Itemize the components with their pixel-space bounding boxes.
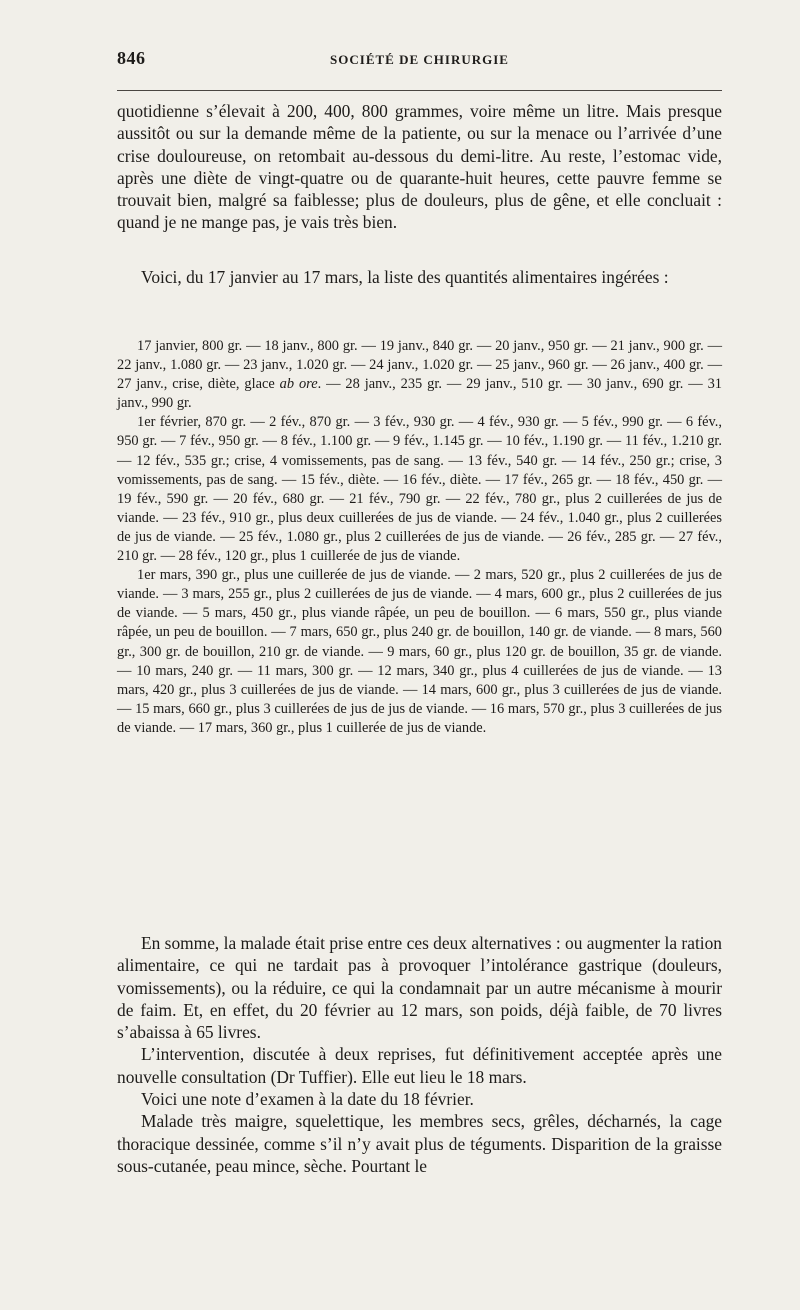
paragraph-exam-note: Voici une note d’examen à la date du 18 février. [141, 1089, 474, 1110]
food-quantity-list [117, 337, 722, 738]
paragraph-list-intro: Voici, du 17 janvier au 17 mars, la liste des quantités alimentaires ingérées : [141, 267, 669, 287]
list-january-italic: ab ore [279, 376, 318, 393]
running-title: SOCIÉTÉ DE CHIRURGIE [330, 52, 509, 67]
lower-text-block [117, 932, 722, 1177]
list-january-text-end: . — 28 janv., 235 gr. — 29 janv., 510 gr. — 30 janv., 690 gr. — 31 janv., 990 gr. [117, 376, 722, 412]
paragraph-intake-description: quotidienne s’élevait à 200, 400, 800 grammes, voire même un litre. Mais presque aussitôt ou sur la demande même de la patiente, ou sur la menace ou l’arrivée d’une crise douloureuse, on retombait au-dessous du demi-litre. Au reste, l’estomac vide, après une diète de vingt-quatre ou de quarante-huit heures, cette pauvre femme se trouvait bien, malgré sa faiblesse; plus de douleurs, plus de gêne, et elle concluait : quand je ne mange pas, je vais très bien. [117, 101, 722, 233]
list-january [117, 337, 722, 413]
list-march: 1er mars, 390 gr., plus une cuillerée de jus de viande. — 2 mars, 520 gr., plus 2 cuillerées de jus de viande. — 3 mars, 255 gr., plus 2 cuillerées de jus de viande. — 4 mars, 600 gr., plus 2 cuillerées de jus de viande. — 5 mars, 450 gr., plus viande râpée, un peu de bouillon. — 6 mars, 550 gr., plus viande râpée, un peu de bouillon. — 7 mars, 650 gr., plus 240 gr. de bouillon, 140 gr. de viande. — 8 mars, 560 gr., 300 gr. de bouillon, 210 gr. de viande. — 9 mars, 60 gr., plus 120 gr. de bouillon, 35 gr. de viande. — 10 mars, 240 gr. — 11 mars, 300 gr. — 12 mars, 340 gr., plus 4 cuillerées de jus de viande. — 13 mars, 420 gr., plus 3 cuillerées de jus de viande. — 14 mars, 600 gr., plus 3 cuillerées de jus de viande. — 15 mars, 660 gr., plus 3 cuillerées de jus de jus de viande. — 16 mars, 570 gr., plus 3 cuillerées de jus de viande. — 17 mars, 360 gr., plus 1 cuillerée de jus de viande. [117, 567, 722, 736]
list-february: 1er février, 870 gr. — 2 fév., 870 gr. — 3 fév., 930 gr. — 4 fév., 930 gr. — 5 fév., 990 gr. — 6 fév., 950 gr. — 7 fév., 950 gr. — 8 fév., 1.100 gr. — 9 fév., 1.145 gr. — 10 fév., 1.190 gr. — 11 fév., 1.210 gr. — 12 fév., 535 gr.; crise, 4 vomissements, pas de sang. — 13 fév., 540 gr. — 14 fév., 250 gr.; crise, 3 vomissements, pas de sang. — 15 fév., diète. — 16 fév., diète. — 17 fév., 265 gr. — 18 fév., 450 gr. — 19 fév., 590 gr. — 20 fév., 680 gr. — 21 fév., 790 gr. — 22 fév., 780 gr., plus 2 cuillerées de jus de viande. — 23 fév., 910 gr., plus deux cuillerées de jus de viande. — 24 fév., 1.040 gr., plus 2 cuillerées de jus de viande. — 25 fév., 1.080 gr., plus 2 cuillerées de jus de viande. — 26 fév., 285 gr. — 27 fév., 210 gr. — 28 fév., 120 gr., plus 1 cuillerée de jus de viande. [117, 414, 722, 565]
paragraph-intervention: L’intervention, discutée à deux reprises, fut définitivement acceptée après une nouvelle consultation (Dr Tuffier). Elle eut lieu le 18 mars. [117, 1044, 722, 1087]
header-rule [117, 90, 722, 91]
page-header [117, 46, 722, 74]
page-number: 846 [117, 48, 146, 68]
paragraph-summary: En somme, la malade était prise entre ces deux alternatives : ou augmenter la ration alimentaire, ce qui ne tardait pas à provoquer l’intolérance gastrique (douleurs, vomissements), ou la réduire, ce qui la condamnait par un autre mécanisme à mourir de faim. Et, en effet, du 20 février au 12 mars, son poids, déjà faible, de 70 livres s’abaissa à 65 livres. [117, 933, 722, 1043]
list-january-text: 17 janvier, 800 gr. — 18 janv., 800 gr. — 19 janv., 840 gr. — 20 janv., 950 gr. — 21 janv., 900 gr. — 22 janv., 1.080 gr. — 23 janv., 1.020 gr. — 24 janv., 1.020 gr. — 25 janv., 960 gr. — 26 janv., 400 gr. — 27 janv., crise, diète, glace [117, 338, 722, 393]
paragraph-patient-description: Malade très maigre, squelettique, les membres secs, grêles, décharnés, la cage thoracique dessinée, comme s’il n’y avait plus de téguments. Disparition de la graisse sous-cutanée, peau mince, sèche. Pourtant le [117, 1111, 722, 1176]
